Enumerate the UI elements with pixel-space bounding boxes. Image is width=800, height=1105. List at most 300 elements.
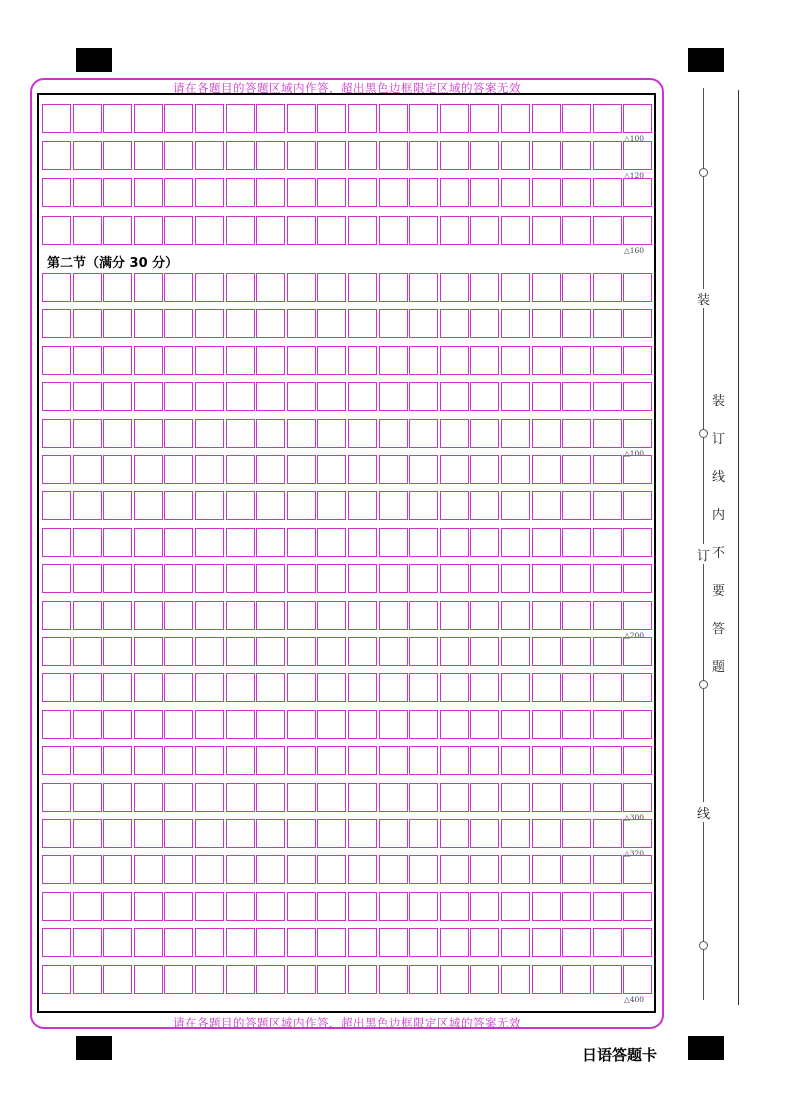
- grid-cell[interactable]: [103, 419, 132, 448]
- grid-cell[interactable]: [409, 710, 438, 739]
- grid-cell[interactable]: [348, 309, 377, 338]
- grid-cell[interactable]: [501, 783, 530, 812]
- grid-cell[interactable]: [379, 346, 408, 375]
- grid-cell[interactable]: [470, 273, 499, 302]
- grid-cell[interactable]: [226, 419, 255, 448]
- grid-cell[interactable]: [562, 216, 591, 245]
- grid-cell[interactable]: [623, 783, 652, 812]
- grid-cell[interactable]: [134, 710, 163, 739]
- grid-cell[interactable]: [623, 892, 652, 921]
- grid-cell[interactable]: [226, 673, 255, 702]
- grid-cell[interactable]: [317, 528, 346, 557]
- grid-cell[interactable]: [287, 564, 316, 593]
- grid-cell[interactable]: [195, 346, 224, 375]
- grid-cell[interactable]: [103, 965, 132, 994]
- grid-cell[interactable]: [73, 965, 102, 994]
- grid-cell[interactable]: [226, 491, 255, 520]
- grid-cell[interactable]: [317, 564, 346, 593]
- grid-cell[interactable]: [256, 273, 285, 302]
- grid-cell[interactable]: [470, 419, 499, 448]
- grid-cell[interactable]: [348, 346, 377, 375]
- grid-cell[interactable]: [317, 892, 346, 921]
- grid-cell[interactable]: [42, 746, 71, 775]
- grid-cell[interactable]: [73, 746, 102, 775]
- grid-cell[interactable]: [409, 564, 438, 593]
- grid-cell[interactable]: [256, 783, 285, 812]
- grid-cell[interactable]: [73, 855, 102, 884]
- grid-cell[interactable]: [226, 564, 255, 593]
- grid-cell[interactable]: [103, 491, 132, 520]
- grid-cell[interactable]: [164, 855, 193, 884]
- grid-cell[interactable]: [501, 637, 530, 666]
- grid-cell[interactable]: [226, 309, 255, 338]
- grid-cell[interactable]: [501, 855, 530, 884]
- grid-cell[interactable]: [317, 746, 346, 775]
- grid-cell[interactable]: [195, 928, 224, 957]
- grid-cell[interactable]: [317, 673, 346, 702]
- grid-cell[interactable]: [562, 419, 591, 448]
- grid-cell[interactable]: [562, 491, 591, 520]
- grid-cell[interactable]: [226, 528, 255, 557]
- grid-cell[interactable]: [73, 601, 102, 630]
- grid-cell[interactable]: [501, 673, 530, 702]
- grid-cell[interactable]: [379, 892, 408, 921]
- grid-cell[interactable]: [226, 965, 255, 994]
- grid-cell[interactable]: [103, 309, 132, 338]
- grid-cell[interactable]: [42, 783, 71, 812]
- grid-cell[interactable]: [379, 601, 408, 630]
- grid-cell[interactable]: [134, 382, 163, 411]
- grid-cell[interactable]: [532, 819, 561, 848]
- grid-cell[interactable]: [440, 928, 469, 957]
- grid-cell[interactable]: [379, 455, 408, 484]
- grid-cell[interactable]: [501, 273, 530, 302]
- grid-cell[interactable]: [134, 178, 163, 207]
- grid-cell[interactable]: [134, 637, 163, 666]
- grid-cell[interactable]: [42, 455, 71, 484]
- grid-cell[interactable]: [532, 783, 561, 812]
- grid-cell[interactable]: [42, 419, 71, 448]
- grid-cell[interactable]: [287, 216, 316, 245]
- grid-cell[interactable]: [317, 216, 346, 245]
- grid-cell[interactable]: [103, 710, 132, 739]
- grid-cell[interactable]: [103, 564, 132, 593]
- grid-cell[interactable]: [623, 309, 652, 338]
- grid-cell[interactable]: [287, 601, 316, 630]
- grid-cell[interactable]: [348, 783, 377, 812]
- grid-cell[interactable]: [287, 309, 316, 338]
- grid-cell[interactable]: [287, 419, 316, 448]
- grid-cell[interactable]: [42, 346, 71, 375]
- grid-cell[interactable]: [409, 746, 438, 775]
- grid-cell[interactable]: [379, 382, 408, 411]
- grid-cell[interactable]: [562, 564, 591, 593]
- grid-cell[interactable]: [409, 178, 438, 207]
- grid-cell[interactable]: [287, 819, 316, 848]
- grid-cell[interactable]: [195, 710, 224, 739]
- grid-cell[interactable]: [470, 309, 499, 338]
- grid-cell[interactable]: [317, 783, 346, 812]
- grid-cell[interactable]: [226, 346, 255, 375]
- grid-cell[interactable]: [409, 491, 438, 520]
- grid-cell[interactable]: [195, 965, 224, 994]
- grid-cell[interactable]: [623, 637, 652, 666]
- grid-cell[interactable]: [593, 855, 622, 884]
- grid-cell[interactable]: [42, 178, 71, 207]
- grid-cell[interactable]: [164, 141, 193, 170]
- grid-cell[interactable]: [379, 528, 408, 557]
- grid-cell[interactable]: [256, 104, 285, 133]
- grid-cell[interactable]: [379, 309, 408, 338]
- grid-cell[interactable]: [134, 601, 163, 630]
- grid-cell[interactable]: [348, 710, 377, 739]
- grid-cell[interactable]: [195, 855, 224, 884]
- grid-cell[interactable]: [562, 855, 591, 884]
- grid-cell[interactable]: [164, 382, 193, 411]
- grid-cell[interactable]: [532, 491, 561, 520]
- grid-cell[interactable]: [440, 346, 469, 375]
- grid-cell[interactable]: [532, 965, 561, 994]
- grid-cell[interactable]: [623, 178, 652, 207]
- grid-cell[interactable]: [103, 819, 132, 848]
- grid-cell[interactable]: [287, 528, 316, 557]
- grid-cell[interactable]: [164, 346, 193, 375]
- grid-cell[interactable]: [409, 892, 438, 921]
- grid-cell[interactable]: [134, 455, 163, 484]
- grid-cell[interactable]: [440, 455, 469, 484]
- grid-cell[interactable]: [501, 178, 530, 207]
- grid-cell[interactable]: [317, 309, 346, 338]
- grid-cell[interactable]: [409, 104, 438, 133]
- grid-cell[interactable]: [623, 491, 652, 520]
- grid-cell[interactable]: [164, 309, 193, 338]
- grid-cell[interactable]: [42, 491, 71, 520]
- grid-cell[interactable]: [379, 855, 408, 884]
- grid-cell[interactable]: [562, 528, 591, 557]
- grid-cell[interactable]: [164, 746, 193, 775]
- grid-cell[interactable]: [348, 928, 377, 957]
- grid-cell[interactable]: [317, 637, 346, 666]
- grid-cell[interactable]: [348, 178, 377, 207]
- grid-cell[interactable]: [73, 528, 102, 557]
- grid-cell[interactable]: [623, 601, 652, 630]
- grid-cell[interactable]: [532, 104, 561, 133]
- grid-cell[interactable]: [409, 928, 438, 957]
- grid-cell[interactable]: [42, 855, 71, 884]
- grid-cell[interactable]: [73, 710, 102, 739]
- grid-cell[interactable]: [379, 965, 408, 994]
- grid-cell[interactable]: [562, 346, 591, 375]
- grid-cell[interactable]: [562, 382, 591, 411]
- grid-cell[interactable]: [501, 746, 530, 775]
- grid-cell[interactable]: [287, 178, 316, 207]
- grid-cell[interactable]: [532, 273, 561, 302]
- grid-cell[interactable]: [593, 637, 622, 666]
- grid-cell[interactable]: [562, 673, 591, 702]
- grid-cell[interactable]: [501, 965, 530, 994]
- grid-cell[interactable]: [593, 564, 622, 593]
- grid-cell[interactable]: [348, 673, 377, 702]
- grid-cell[interactable]: [593, 673, 622, 702]
- grid-cell[interactable]: [256, 637, 285, 666]
- grid-cell[interactable]: [103, 382, 132, 411]
- grid-cell[interactable]: [73, 491, 102, 520]
- grid-cell[interactable]: [195, 564, 224, 593]
- grid-cell[interactable]: [103, 178, 132, 207]
- grid-cell[interactable]: [440, 892, 469, 921]
- grid-cell[interactable]: [409, 637, 438, 666]
- grid-cell[interactable]: [348, 382, 377, 411]
- grid-cell[interactable]: [164, 564, 193, 593]
- grid-cell[interactable]: [593, 746, 622, 775]
- grid-cell[interactable]: [317, 178, 346, 207]
- grid-cell[interactable]: [103, 273, 132, 302]
- grid-cell[interactable]: [287, 382, 316, 411]
- grid-cell[interactable]: [134, 965, 163, 994]
- grid-cell[interactable]: [593, 104, 622, 133]
- grid-cell[interactable]: [103, 673, 132, 702]
- grid-cell[interactable]: [287, 928, 316, 957]
- grid-cell[interactable]: [409, 309, 438, 338]
- grid-cell[interactable]: [379, 746, 408, 775]
- grid-cell[interactable]: [348, 637, 377, 666]
- grid-cell[interactable]: [317, 455, 346, 484]
- grid-cell[interactable]: [164, 965, 193, 994]
- grid-cell[interactable]: [73, 104, 102, 133]
- grid-cell[interactable]: [409, 141, 438, 170]
- grid-cell[interactable]: [287, 141, 316, 170]
- grid-cell[interactable]: [164, 673, 193, 702]
- grid-cell[interactable]: [103, 783, 132, 812]
- grid-cell[interactable]: [470, 178, 499, 207]
- grid-cell[interactable]: [256, 819, 285, 848]
- grid-cell[interactable]: [287, 455, 316, 484]
- grid-cell[interactable]: [623, 216, 652, 245]
- grid-cell[interactable]: [287, 104, 316, 133]
- grid-cell[interactable]: [103, 528, 132, 557]
- grid-cell[interactable]: [287, 273, 316, 302]
- grid-cell[interactable]: [164, 528, 193, 557]
- grid-cell[interactable]: [532, 710, 561, 739]
- grid-cell[interactable]: [103, 455, 132, 484]
- grid-cell[interactable]: [562, 819, 591, 848]
- grid-cell[interactable]: [256, 382, 285, 411]
- grid-cell[interactable]: [440, 309, 469, 338]
- grid-cell[interactable]: [317, 141, 346, 170]
- grid-cell[interactable]: [134, 273, 163, 302]
- grid-cell[interactable]: [42, 104, 71, 133]
- grid-cell[interactable]: [562, 710, 591, 739]
- grid-cell[interactable]: [440, 104, 469, 133]
- grid-cell[interactable]: [409, 382, 438, 411]
- grid-cell[interactable]: [103, 746, 132, 775]
- grid-cell[interactable]: [103, 637, 132, 666]
- grid-cell[interactable]: [103, 141, 132, 170]
- grid-cell[interactable]: [440, 855, 469, 884]
- grid-cell[interactable]: [348, 104, 377, 133]
- grid-cell[interactable]: [164, 637, 193, 666]
- grid-cell[interactable]: [317, 819, 346, 848]
- grid-cell[interactable]: [134, 141, 163, 170]
- grid-cell[interactable]: [226, 216, 255, 245]
- grid-cell[interactable]: [409, 855, 438, 884]
- grid-cell[interactable]: [470, 637, 499, 666]
- grid-cell[interactable]: [593, 928, 622, 957]
- grid-cell[interactable]: [256, 309, 285, 338]
- grid-cell[interactable]: [562, 892, 591, 921]
- grid-cell[interactable]: [317, 104, 346, 133]
- grid-cell[interactable]: [593, 309, 622, 338]
- grid-cell[interactable]: [256, 965, 285, 994]
- grid-cell[interactable]: [195, 746, 224, 775]
- grid-cell[interactable]: [103, 346, 132, 375]
- grid-cell[interactable]: [195, 419, 224, 448]
- grid-cell[interactable]: [623, 382, 652, 411]
- grid-cell[interactable]: [103, 928, 132, 957]
- grid-cell[interactable]: [195, 637, 224, 666]
- grid-cell[interactable]: [164, 178, 193, 207]
- grid-cell[interactable]: [164, 819, 193, 848]
- grid-cell[interactable]: [42, 965, 71, 994]
- grid-cell[interactable]: [623, 673, 652, 702]
- grid-cell[interactable]: [226, 928, 255, 957]
- grid-cell[interactable]: [195, 455, 224, 484]
- grid-cell[interactable]: [134, 309, 163, 338]
- grid-cell[interactable]: [440, 491, 469, 520]
- grid-cell[interactable]: [134, 928, 163, 957]
- grid-cell[interactable]: [593, 892, 622, 921]
- grid-cell[interactable]: [379, 928, 408, 957]
- grid-cell[interactable]: [532, 309, 561, 338]
- grid-cell[interactable]: [440, 528, 469, 557]
- grid-cell[interactable]: [256, 746, 285, 775]
- grid-cell[interactable]: [348, 216, 377, 245]
- grid-cell[interactable]: [409, 819, 438, 848]
- grid-cell[interactable]: [134, 216, 163, 245]
- grid-cell[interactable]: [287, 710, 316, 739]
- grid-cell[interactable]: [532, 528, 561, 557]
- grid-cell[interactable]: [409, 965, 438, 994]
- grid-cell[interactable]: [226, 104, 255, 133]
- grid-cell[interactable]: [134, 746, 163, 775]
- grid-cell[interactable]: [164, 491, 193, 520]
- grid-cell[interactable]: [532, 382, 561, 411]
- grid-cell[interactable]: [501, 216, 530, 245]
- grid-cell[interactable]: [134, 855, 163, 884]
- grid-cell[interactable]: [348, 528, 377, 557]
- grid-cell[interactable]: [348, 491, 377, 520]
- grid-cell[interactable]: [256, 928, 285, 957]
- grid-cell[interactable]: [593, 819, 622, 848]
- grid-cell[interactable]: [593, 491, 622, 520]
- grid-cell[interactable]: [623, 528, 652, 557]
- grid-cell[interactable]: [470, 104, 499, 133]
- grid-cell[interactable]: [440, 382, 469, 411]
- grid-cell[interactable]: [42, 637, 71, 666]
- grid-cell[interactable]: [317, 601, 346, 630]
- grid-cell[interactable]: [379, 491, 408, 520]
- grid-cell[interactable]: [348, 419, 377, 448]
- grid-cell[interactable]: [73, 892, 102, 921]
- grid-cell[interactable]: [562, 637, 591, 666]
- grid-cell[interactable]: [317, 710, 346, 739]
- grid-cell[interactable]: [440, 710, 469, 739]
- grid-cell[interactable]: [134, 564, 163, 593]
- grid-cell[interactable]: [348, 141, 377, 170]
- grid-cell[interactable]: [501, 819, 530, 848]
- grid-cell[interactable]: [73, 346, 102, 375]
- grid-cell[interactable]: [73, 637, 102, 666]
- grid-cell[interactable]: [42, 710, 71, 739]
- grid-cell[interactable]: [562, 309, 591, 338]
- grid-cell[interactable]: [470, 455, 499, 484]
- grid-cell[interactable]: [532, 455, 561, 484]
- grid-cell[interactable]: [287, 892, 316, 921]
- grid-cell[interactable]: [623, 710, 652, 739]
- grid-cell[interactable]: [73, 783, 102, 812]
- grid-cell[interactable]: [532, 346, 561, 375]
- grid-cell[interactable]: [593, 528, 622, 557]
- grid-cell[interactable]: [42, 601, 71, 630]
- grid-cell[interactable]: [470, 783, 499, 812]
- grid-cell[interactable]: [470, 564, 499, 593]
- grid-cell[interactable]: [470, 710, 499, 739]
- grid-cell[interactable]: [73, 141, 102, 170]
- grid-cell[interactable]: [348, 855, 377, 884]
- grid-cell[interactable]: [42, 819, 71, 848]
- grid-cell[interactable]: [623, 965, 652, 994]
- grid-cell[interactable]: [501, 491, 530, 520]
- grid-cell[interactable]: [623, 346, 652, 375]
- grid-cell[interactable]: [256, 141, 285, 170]
- grid-cell[interactable]: [256, 601, 285, 630]
- grid-cell[interactable]: [73, 273, 102, 302]
- grid-cell[interactable]: [440, 273, 469, 302]
- grid-cell[interactable]: [593, 273, 622, 302]
- grid-cell[interactable]: [195, 783, 224, 812]
- grid-cell[interactable]: [532, 637, 561, 666]
- grid-cell[interactable]: [164, 419, 193, 448]
- grid-cell[interactable]: [532, 892, 561, 921]
- grid-cell[interactable]: [562, 965, 591, 994]
- grid-cell[interactable]: [103, 892, 132, 921]
- grid-cell[interactable]: [440, 178, 469, 207]
- grid-cell[interactable]: [73, 673, 102, 702]
- grid-cell[interactable]: [256, 419, 285, 448]
- grid-cell[interactable]: [501, 346, 530, 375]
- grid-cell[interactable]: [287, 965, 316, 994]
- grid-cell[interactable]: [470, 819, 499, 848]
- grid-cell[interactable]: [287, 346, 316, 375]
- grid-cell[interactable]: [562, 601, 591, 630]
- grid-cell[interactable]: [532, 419, 561, 448]
- grid-cell[interactable]: [440, 419, 469, 448]
- grid-cell[interactable]: [593, 382, 622, 411]
- grid-cell[interactable]: [317, 419, 346, 448]
- grid-cell[interactable]: [195, 178, 224, 207]
- grid-cell[interactable]: [501, 564, 530, 593]
- grid-cell[interactable]: [42, 216, 71, 245]
- grid-cell[interactable]: [134, 346, 163, 375]
- grid-cell[interactable]: [256, 455, 285, 484]
- grid-cell[interactable]: [226, 141, 255, 170]
- grid-cell[interactable]: [470, 855, 499, 884]
- grid-cell[interactable]: [409, 419, 438, 448]
- grid-cell[interactable]: [317, 346, 346, 375]
- grid-cell[interactable]: [501, 419, 530, 448]
- grid-cell[interactable]: [440, 673, 469, 702]
- grid-cell[interactable]: [73, 819, 102, 848]
